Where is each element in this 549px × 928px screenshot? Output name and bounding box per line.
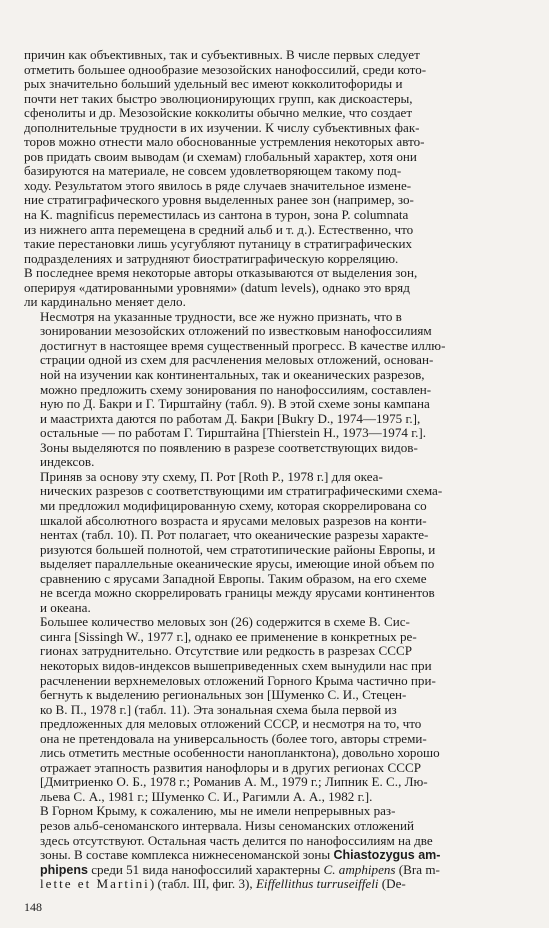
author-names-spaced: lette et Martini — [40, 877, 150, 892]
text-run: зоны. В составе комплекса нижнесеноманской зоны — [40, 848, 334, 863]
species-name-bold: phipens — [40, 862, 88, 877]
paragraph — [24, 48, 525, 310]
text-line: ми предложил модифицированную схему, которая скоррелирована со — [40, 498, 427, 513]
text-run: (Bra m- — [395, 862, 440, 877]
text-line: ризуются большей полнотой, чем стратотипические районы Европы, и — [40, 542, 436, 557]
text-line: страции одной из схем для расчленения меловых отложений, основан- — [40, 353, 434, 368]
species-name-bold: Chiastozygus am- — [333, 848, 441, 863]
species-name-italic: Eiffellithus turruseiffeli — [255, 877, 379, 892]
text-line: сравнению с ярусами Западной Европы. Таким образом, на его схеме — [40, 571, 427, 586]
text-line: зонировании мезозойских отложений по известковым нанофоссилиям — [40, 324, 432, 339]
text-line: Приняв за основу эту схему, П. Рот [Roth P., 1978 г.] для океа- — [40, 469, 383, 484]
text-line: выделяет параллельные океанические ярусы, имеющие иной объем по — [40, 557, 435, 572]
paragraph — [24, 310, 525, 470]
text-line: шкалой абсолютного возраста и ярусами меловых разрезов на конти- — [40, 513, 427, 528]
text-line: [Дмитриенко О. Б., 1978 г.; Романив А. М., 1979 г.; Липник Е. С., Лю- — [40, 775, 428, 790]
body-text — [24, 48, 525, 804]
text-line: В Горном Крыму, к сожалению, мы не имели непрерывных раз- — [40, 804, 396, 819]
text-line: почти нет таких быстро эволюционирующих групп, как дискоастеры, — [24, 91, 413, 106]
text-line: предложенных для меловых отложений СССР, и несмотря на то, что — [40, 717, 422, 732]
text-run: ) (табл. III, фиг. 3), — [149, 877, 256, 892]
text-line: отметить большее однообразие мезозойских нанофоссилий, среди кото- — [24, 62, 427, 77]
text-line: синга [Sissingh W., 1977 г.], однако ее применение в конкретных ре- — [40, 629, 417, 644]
text-line — [24, 848, 525, 863]
text-line: такие перестановки лишь усугубляют путаницу в стратиграфических — [24, 237, 413, 252]
text-line: нентах (табл. 10). П. Рот полагает, что океанические разрезы характе- — [40, 528, 429, 543]
text-line: подразделениях и затрудняют биостратиграфическую корреляцию. — [24, 251, 399, 266]
text-line: ную по Д. Бакри и Г. Тирштайну (табл. 9). В этой схеме зоны кампана — [40, 397, 430, 412]
text-line: лись отметить местные особенности нанопланктона), довольно хорошо — [40, 746, 440, 761]
text-line: остальные — по работам Г. Тирштайна [Thierstein H., 1973—1974 г.]. — [40, 426, 427, 441]
text-line: некоторых видов-индексов вышеприведенных схем вынудили нас при — [40, 658, 432, 673]
text-line: ходу. Результатом этого явилось в ряде случаев значительное измене- — [24, 178, 412, 193]
text-run: среди 51 вида нанофоссилий характерны — [87, 862, 324, 877]
text-line — [24, 863, 525, 878]
text-line: не всегда можно скоррелировать границы между ярусами континентов — [40, 586, 435, 601]
text-line: ко В. П., 1978 г.] (табл. 11). Эта зональная схема была первой из — [40, 702, 397, 717]
species-name-italic: C. amphipens — [323, 862, 396, 877]
text-line: ров придать своим выводам (и схемам) глобальный характер, хотя они — [24, 149, 417, 164]
text-line: гионах затруднительно. Отсутствие или редкость в разрезах СССР — [40, 644, 413, 659]
text-line: ли кардинально меняет дело. — [24, 295, 186, 310]
text-line: рых значительно больший удельный вес имеют кокколитофориды и — [24, 77, 403, 92]
text-line: на K. magnificus переместилась из сантона в турон, зона P. columnata — [24, 208, 409, 223]
text-line — [24, 877, 525, 892]
paragraph-gorny-krym — [24, 804, 525, 891]
text-line: достигнут в настоящее время существенный прогресс. В качестве иллю- — [40, 338, 446, 353]
text-line: резов альб-сеноманского интервала. Низы сеноманских отложений — [40, 818, 415, 833]
text-line: торов можно отнести мало обоснованные устремления некоторых авто- — [24, 135, 425, 150]
paragraph — [24, 615, 525, 804]
text-line: льева С. А., 1981 г.; Шуменко С. И., Рагимли А. А., 1982 г.]. — [40, 789, 373, 804]
text-line: Большее количество меловых зон (26) содержится в схеме В. Сис- — [40, 615, 410, 630]
text-line: можно предложить схему зонирования по нанофоссилиям, составлен- — [40, 382, 432, 397]
paragraph — [24, 470, 525, 615]
text-line: и океана. — [40, 600, 91, 615]
text-line: Несмотря на указанные трудности, все же нужно признать, что в — [40, 309, 402, 324]
text-line: ние стратиграфического уровня выделенных ранее зон (например, зо- — [24, 193, 414, 208]
text-line: В последнее время некоторые авторы отказываются от выделения зон, — [24, 266, 418, 281]
text-line: и маастрихта даются по работам Д. Бакри [Bukry D., 1974—1975 г.], — [40, 411, 421, 426]
text-line: оперируя «датированными уровнями» (datum levels), однако это вряд — [24, 280, 410, 295]
text-line: здесь отсутствуют. Остальная часть делится по нанофоссилиям на две — [40, 833, 433, 848]
text-line: базируются на материале, не совсем удовлетворяющем такому под- — [24, 164, 402, 179]
text-line: из нижнего апта перемещена в средний альб и т. д.). Естественно, что — [24, 222, 414, 237]
text-line: дополнительные трудности в их изучении. К числу субъективных фак- — [24, 120, 420, 135]
text-line: причин как объективных, так и субъективных. В числе первых следует — [24, 48, 420, 62]
text-line: расчленении верхнемеловых отложений Горного Крыма частично при- — [40, 673, 436, 688]
text-line: отражает этапность развития нанофлоры и в других регионах СССР — [40, 760, 421, 775]
text-run: (De- — [378, 877, 406, 892]
page-number: 148 — [24, 900, 42, 914]
text-line: ной на изучении как континентальных, так и океанических разрезов, — [40, 368, 425, 383]
text-line: бегнуть к выделению региональных зон [Шуменко С. И., Стецен- — [40, 688, 407, 703]
text-line: индексов. — [40, 455, 95, 470]
text-line: сфенолиты и др. Мезозойские кокколиты обычно мелкие, что создает — [24, 106, 413, 121]
text-line: она не претендовала на универсальность (более того, авторы стреми- — [40, 731, 427, 746]
text-line: нических разрезов с соответствующими им стратиграфическими схема- — [40, 484, 443, 499]
text-line: Зоны выделяются по появлению в разрезе соответствующих видов- — [40, 440, 418, 455]
